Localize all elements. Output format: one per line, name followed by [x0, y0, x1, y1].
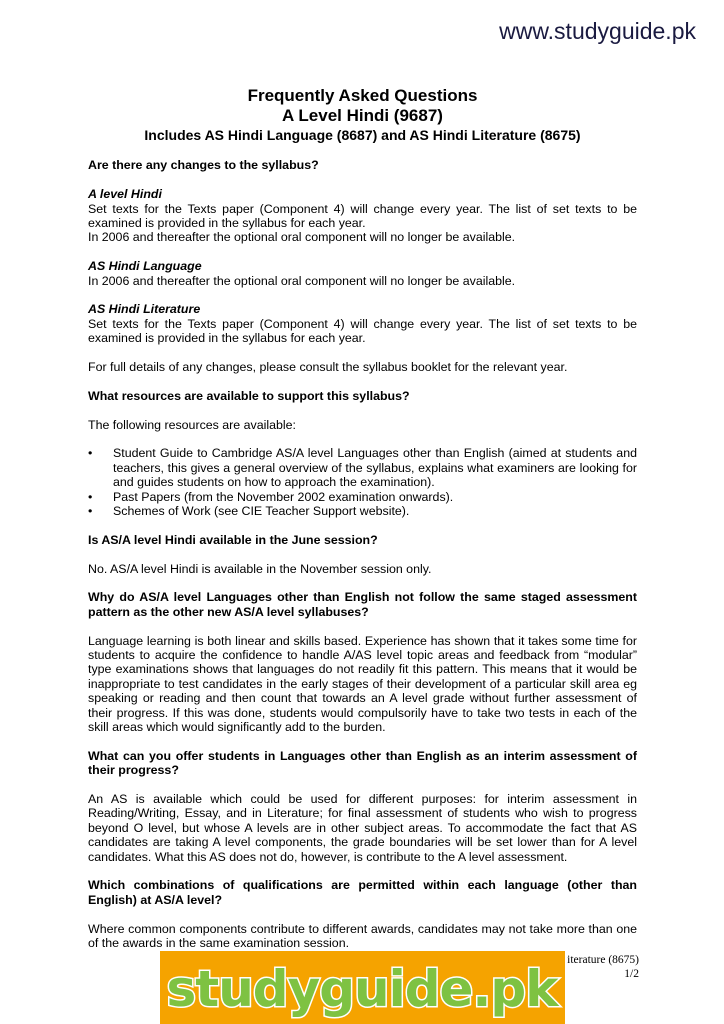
footer-ref-text: iterature (8675) [567, 954, 639, 966]
site-url-header: www.studyguide.pk [499, 18, 696, 44]
page-number: 1/2 [624, 968, 639, 980]
paragraph: In 2006 and thereafter the optional oral component will no longer be available. [88, 273, 516, 288]
doc-subtitle: A Level Hindi (9687) [282, 106, 443, 125]
paragraph: Where common components contribute to different awards, candidates may not take more than one of the awards in the same examination session. [88, 921, 637, 951]
subheading-as-hindi-literature: AS Hindi Literature [88, 302, 201, 317]
paragraph: The following resources are available: [88, 417, 296, 432]
bullet-icon: • [88, 489, 93, 504]
question-resources: What resources are available to support this syllabus? [88, 388, 410, 403]
question-syllabus-changes: Are there any changes to the syllabus? [88, 158, 319, 173]
logo-text: studyguide.pk [166, 960, 558, 1018]
subheading-a-level-hindi: A level Hindi [88, 187, 162, 202]
paragraph: No. AS/A level Hindi is available in the November session only. [88, 561, 432, 576]
bullet-icon: • [88, 446, 93, 461]
list-item: • Past Papers (from the November 2002 examination onwards). [88, 489, 454, 504]
paragraph: Set texts for the Texts paper (Component 4) will change every year. The list of set texts to be examined is provided in the syllabus for each year. [88, 201, 637, 230]
document-body [88, 86, 637, 951]
question-combinations: Which combinations of qualifications are permitted within each language (other than English) at AS/A level? [88, 878, 637, 907]
resources-list [88, 446, 637, 518]
doc-title: Frequently Asked Questions [247, 86, 478, 105]
paragraph: For full details of any changes, please consult the syllabus booklet for the relevant year. [88, 360, 568, 375]
question-staged-assessment: Why do AS/A level Languages other than English not follow the same staged assessment pattern as the other new AS/A level syllabuses? [88, 590, 637, 619]
list-item: • Schemes of Work (see CIE Teacher Support website). [88, 504, 410, 519]
doc-includes-line: Includes AS Hindi Language (8687) and AS Hindi Literature (8675) [144, 127, 581, 143]
studyguide-logo-banner [160, 951, 565, 1024]
paragraph: An AS is available which could be used for different purposes: for interim assessment in Reading/Writing, Essay, and in Literature; for final assessment of students who wish to progress beyond O level, but whose A levels are in other subject areas. To accommodate the fact that AS candidates are taking A level components, the grade boundaries will be set lower than for A level candidates. What this AS does not do, however, is contribute to the A level assessment. [88, 792, 637, 864]
footer-reference [567, 953, 639, 981]
bullet-icon: • [88, 504, 93, 519]
question-june-session: Is AS/A level Hindi available in the June session? [88, 532, 378, 547]
paragraph: Language learning is both linear and skills based. Experience has shown that it takes some time for students to acquire the confidence to handle A/AS level topic areas and feedback from “modular” type examinations shows that languages do not readily fit this pattern. This means that it would be inappropriate to test candidates in the early stages of their development of a particular skill area eg speaking or reading and then count that towards an A level grade without further assessment of their progress. If this was done, students would compulsorily have to take two tests in each of the skill areas which would significantly add to the burden. [88, 633, 637, 735]
question-interim-assessment: What can you offer students in Languages other than English as an interim assessment of their progress? [88, 748, 637, 778]
paragraph: In 2006 and thereafter the optional oral component will no longer be available. [88, 230, 516, 245]
subheading-as-hindi-language: AS Hindi Language [88, 259, 202, 274]
list-item: • Student Guide to Cambridge AS/A level Languages other than English (aimed at students and teachers, this gives a general overview of the syllabus, explains what examiners are looking for and guides students on how to approach the examination). [88, 446, 637, 490]
paragraph: Set texts for the Texts paper (Component 4) will change every year. The list of set texts to be examined is provided in the syllabus for each year. [88, 316, 637, 346]
studyguide-logo [160, 951, 565, 1024]
